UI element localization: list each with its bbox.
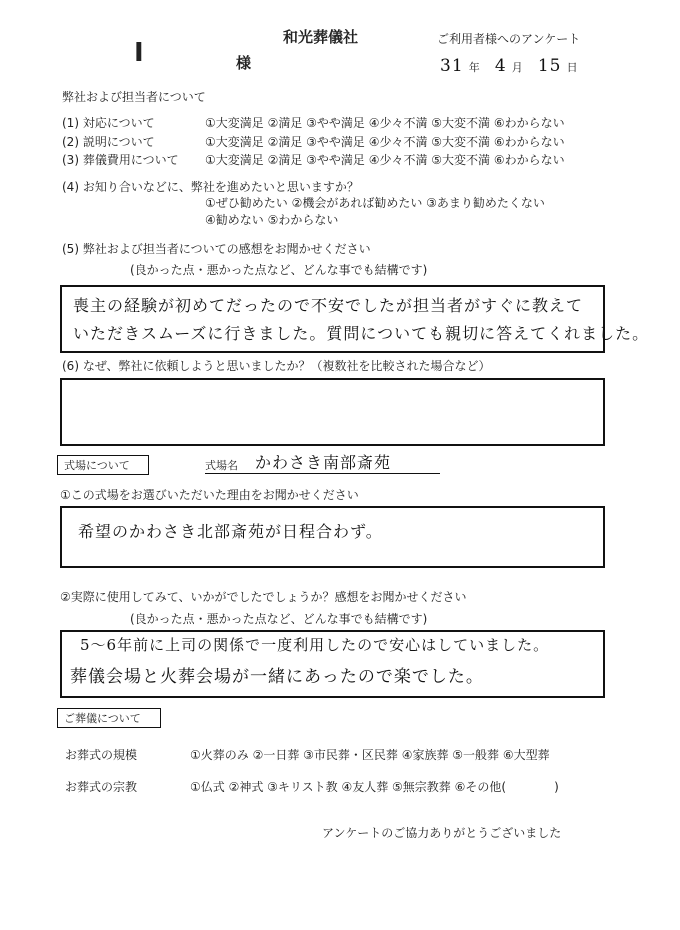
section-company-heading: 弊社および担当者について bbox=[62, 90, 206, 104]
venue-name: かわさき南部斎苑 bbox=[255, 453, 392, 472]
q3-label: (3) 葬儀費用について bbox=[62, 153, 179, 167]
survey-title: ご利用者様へのアンケート bbox=[437, 32, 581, 46]
funeral-scale-label: お葬式の規模 bbox=[65, 748, 138, 762]
company-name: 和光葬儀社 bbox=[283, 28, 359, 46]
funeral-scale-options: ①火葬のみ ②一日葬 ③市民葬・区民葬 ④家族葬 ⑤一般葬 ⑥大型葬 bbox=[190, 748, 550, 762]
q2-label: (2) 説明について bbox=[62, 135, 155, 149]
venue-section-label: 式場について bbox=[57, 455, 149, 475]
q4-question: (4) お知り合いなどに、弊社を進めたいと思いますか？ bbox=[62, 180, 359, 194]
thanks-message: アンケートのご協力ありがとうございました bbox=[322, 826, 562, 840]
funeral-religion-options: ①仏式 ②神式 ③キリスト教 ④友人葬 ⑤無宗教葬 ⑥その他( ) bbox=[190, 780, 559, 794]
venue-q2-answer-line2: 葬儀会場と火葬会場が一緒にあったので楽でした。 bbox=[70, 667, 484, 687]
date-month-unit: 月 bbox=[511, 61, 523, 74]
customer-name-mark: I bbox=[134, 38, 144, 68]
survey-date bbox=[440, 56, 578, 76]
q1-options: ①大変満足 ②満足 ③やや満足 ④少々不満 ⑤大変不満 ⑥わからない bbox=[205, 116, 565, 130]
venue-q1-answer: 希望のかわさき北部斎苑が日程合わず。 bbox=[78, 522, 383, 541]
date-year-unit: 年 bbox=[468, 61, 480, 74]
q3-options: ①大変満足 ②満足 ③やや満足 ④少々不満 ⑤大変不満 ⑥わからない bbox=[205, 153, 565, 167]
venue-name-line bbox=[205, 452, 440, 474]
q4-options-line2: ④勧めない ⑤わからない bbox=[205, 213, 339, 227]
venue-prefix: 式場名 bbox=[205, 459, 238, 472]
q4-options-line1: ①ぜひ勧めたい ②機会があれば勧めたい ③あまり勧めたくない bbox=[205, 196, 545, 210]
q5-note: (良かった点・悪かった点など、どんな事でも結構です) bbox=[130, 263, 428, 277]
funeral-religion-label: お葬式の宗教 bbox=[65, 780, 138, 794]
venue-q2-note: (良かった点・悪かった点など、どんな事でも結構です) bbox=[130, 612, 428, 626]
q2-options: ①大変満足 ②満足 ③やや満足 ④少々不満 ⑤大変不満 ⑥わからない bbox=[205, 135, 565, 149]
venue-q2-answer-line1: 5～6年前に上司の関係で一度利用したので安心はしていました。 bbox=[80, 636, 550, 654]
date-month: 4 bbox=[494, 56, 507, 76]
q6-answer-box[interactable] bbox=[60, 378, 605, 446]
venue-q1: ①この式場をお選びいただいた理由をお聞かせください bbox=[60, 488, 359, 502]
date-year: 31 bbox=[440, 56, 464, 76]
q5-answer-line1: 喪主の経験が初めてだったので不安でしたが担当者がすぐに教えて bbox=[73, 296, 584, 315]
q1-label: (1) 対応について bbox=[62, 116, 155, 130]
q5-question: (5) 弊社および担当者についての感想をお聞かせください bbox=[62, 242, 371, 256]
venue-q2: ②実際に使用してみて、いかがでしたでしょうか？感想をお聞かせください bbox=[60, 590, 467, 604]
q5-answer-line2: いただきスムーズに行きました。質問についても親切に答えてくれました。 bbox=[73, 324, 650, 343]
date-day: 15 bbox=[537, 56, 562, 76]
honorific: 様 bbox=[236, 54, 252, 72]
funeral-section-label: ご葬儀について bbox=[57, 708, 161, 728]
date-day-unit: 日 bbox=[566, 61, 578, 74]
q6-question: (6) なぜ、弊社に依頼しようと思いましたか？（複数社を比較された場合など） bbox=[62, 359, 491, 373]
